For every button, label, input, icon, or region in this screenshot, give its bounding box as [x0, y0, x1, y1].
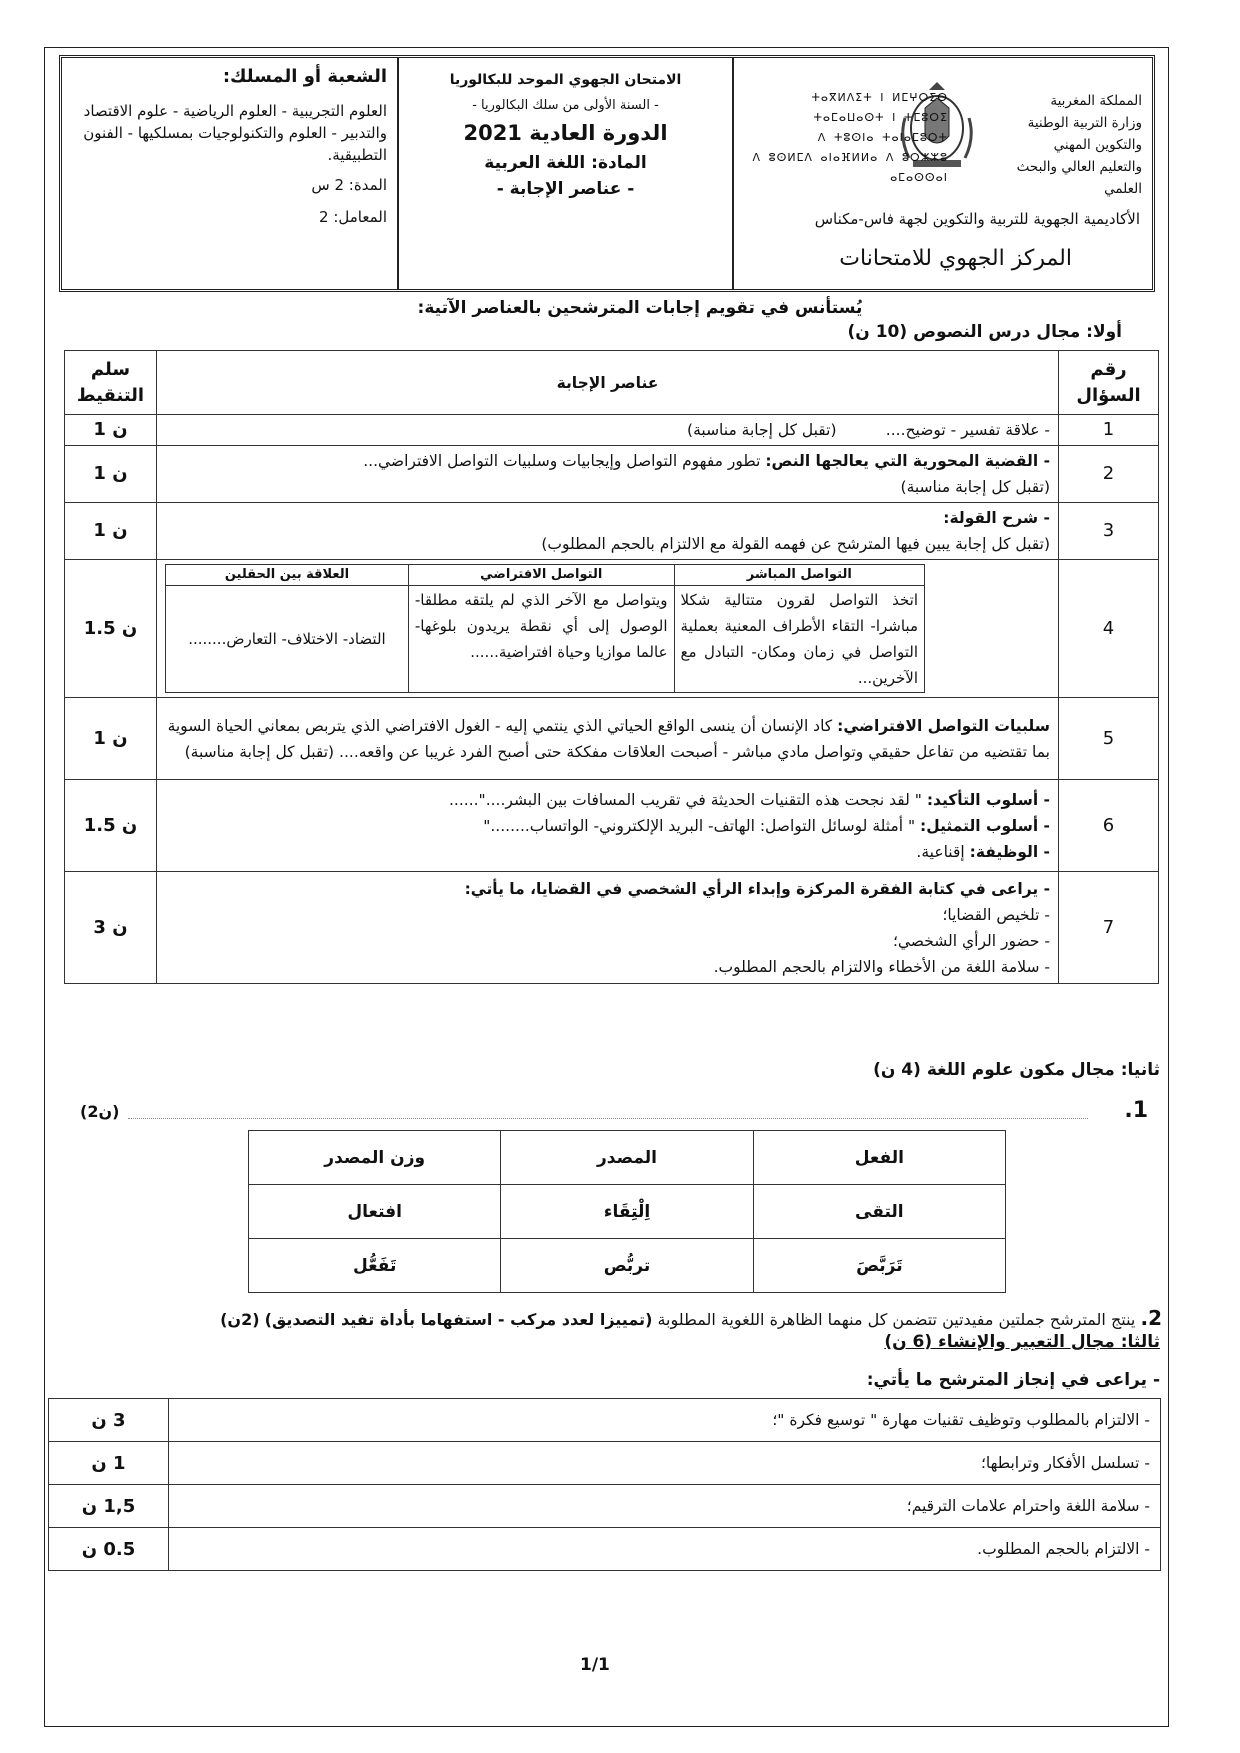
- year-level: - السنة الأولى من سلك البكالوريا -: [472, 98, 659, 113]
- session: الدورة العادية 2021: [463, 121, 668, 145]
- intro-text: يُستأنس في تقويم إجابات المترشحين بالعناصر الآتية:: [417, 298, 863, 318]
- s2-q2: 2. ينتج المترشح جملتين مفيدتين تتضمن كل منهما الظاهرة اللغوية المطلوبة (تمييزا لعدد مركب - استفهاما بأداة تفيد التصديق) (2ن): [220, 1306, 1162, 1330]
- s2-q1-number: 1.: [1124, 1098, 1148, 1123]
- answers-label: - عناصر الإجابة -: [496, 179, 635, 199]
- table-row: 5 سلبيات التواصل الافتراضي: كاد الإنسان أن ينسى الواقع الحياتي الذي ينتمي إليه - الغول الافتراضي الذي يتربص بمعاني الحياة السوية بما تقتضيه من تفاعل حقيقي وتواصل مادي مباشر - أصبحت العلاقات مفككة حتى أصبح الفرد غريبا عن واقعه.... (تقبل كل إجابة مناسبة) 1 ن: [65, 698, 1159, 780]
- table-header-row: الفعل المصدر وزن المصدر: [249, 1131, 1006, 1185]
- section1-title: أولا: مجال درس النصوص (10 ن): [847, 322, 1122, 342]
- section3-title: ثالثا: مجال التعبير والإنشاء (6 ن): [884, 1332, 1160, 1352]
- col-answer: عناصر الإجابة: [157, 351, 1059, 415]
- table-header-row: [65, 351, 1159, 415]
- track-cell: [62, 58, 397, 289]
- academy-name: الأكاديمية الجهوية للتربية والتكوين لجهة فاس-مكناس: [814, 210, 1140, 228]
- section2-title: ثانيا: مجال مكون علوم اللغة (4 ن): [873, 1060, 1160, 1080]
- table-row: تَرَبَّصَ تربُّص تَفَعُّل: [249, 1239, 1006, 1293]
- exam-title: الامتحان الجهوي الموحد للبكالوريا: [449, 72, 682, 88]
- section3-table: [48, 1398, 1161, 1571]
- duration: المدة: 2 س: [311, 176, 387, 194]
- s2-q1-score: (2ن): [80, 1102, 120, 1121]
- table-row: 2 - القضية المحورية التي يعالجها النص: تطور مفهوم التواصل وإيجابيات وسلبيات التواصل الافتراضي... (تقبل كل إجابة مناسبة) 1 ن: [65, 446, 1159, 503]
- ministry-name: المملكة المغربية وزارة التربية الوطنية والتكوين المهني والتعليم العالي والبحث العلمي: [1016, 93, 1142, 197]
- page-number: 1/1: [580, 1655, 610, 1675]
- subject: المادة: اللغة العربية: [484, 153, 647, 173]
- table-row: - تسلسل الأفكار وترابطها؛ 1 ن: [49, 1442, 1161, 1485]
- table-row: 4 التواصل المباشر التواصل الافتراضي العلاقة بين الحقلين اتخذ التواصل لقرون متتالية شكلا مباشرا- التقاء الأطراف المعنية بعملية التواصل في زمان ومكان- التبادل مع الآخرين... ويتواصل مع الآخر الذي لم يلتقه مطلقا- الوصول إلى أي نقطة يريدون بلوغها- عالما موازيا وحياة افتراضية...... التضاد- الاختلاف- التعارض........ 1.5 ن: [65, 560, 1159, 698]
- track-title: الشعبة أو المسلك:: [222, 66, 387, 87]
- table-row: - سلامة اللغة واحترام علامات الترقيم؛ 1,5 ن: [49, 1485, 1161, 1528]
- ministry-cell: [732, 58, 1152, 289]
- table-row: 6 - أسلوب التأكيد: " لقد نجحت هذه التقنيات الحديثة في تقريب المسافات بين البشر...."...... - أسلوب التمثيل: " أمثلة لوسائل التواصل: الهاتف- البريد الإلكتروني- الواتساب........" - الوظيفة: إقناعية. 1.5 ن: [65, 780, 1159, 872]
- track-text: العلوم التجريبية - العلوم الرياضية - علوم الاقتصاد والتدبير - العلوم والتكنولوجيات بمسلكيها - الفنون التطبيقية.: [83, 102, 387, 164]
- q4-comparison-table: التواصل المباشر التواصل الافتراضي العلاقة بين الحقلين اتخذ التواصل لقرون متتالية شكلا مباشرا- التقاء الأطراف المعنية بعملية التواصل في زمان ومكان- التبادل مع الآخرين... ويتواصل مع الآخر الذي لم يلتقه مطلقا- الوصول إلى أي نقطة يريدون بلوغها- عالما موازيا وحياة افتراضية...... التضاد- الاختلاف- التعارض........: [165, 564, 925, 693]
- table-row: التقى اِلْتِقَاء افتعال: [249, 1185, 1006, 1239]
- tifinagh-ministry-name: ⵜⴰⴳⵍⴷⵉⵜ ⵏ ⵍⵎⵖⵔⵉⴱ ⵜⴰⵎⴰⵡⴰⵙⵜ ⵏ ⵜⵎⵓⵔⵉ ⴷ ⵜⵓⵙⵏⴰ ⵜⴰⵏⴰⵎⵓⵔⵜ ⴷ ⵓⵙⵍⵎⴷ ⴰⵏⴰⴼⵍⵍⴰ ⴷ ⵓⵔⵣⵣⵓ ⴰⵎⴰⵙⵙⴰⵏ: [752, 91, 948, 184]
- table-row: - الالتزام بالمطلوب وتوظيف تقنيات مهارة " توسيع فكرة "؛ 3 ن: [49, 1399, 1161, 1442]
- col-score: سلم التنقيط: [65, 351, 157, 415]
- document-header: [59, 55, 1155, 292]
- table-row: - الالتزام بالحجم المطلوب. 0.5 ن: [49, 1528, 1161, 1571]
- table-row: 1 - علاقة تفسير - توضيح.... (تقبل كل إجابة مناسبة) 1 ن: [65, 415, 1159, 446]
- coefficient: المعامل: 2: [319, 208, 387, 226]
- table-row: 7 - يراعى في كتابة الفقرة المركزة وإبداء الرأي الشخصي في القضايا، ما يأتي: - تلخيص القضايا؛ - حضور الرأي الشخصي؛ - سلامة اللغة من الأخطاء والالتزام بالحجم المطلوب. 3 ن: [65, 872, 1159, 984]
- section3-intro: - يراعى في إنجاز المترشح ما يأتي:: [866, 1370, 1160, 1390]
- dotted-line: [128, 1118, 1088, 1119]
- verbs-table: [248, 1130, 1006, 1293]
- table-row: 3 - شرح القولة: (تقبل كل إجابة يبين فيها المترشح عن فهمه القولة مع الالتزام بالحجم المطلوب) 1 ن: [65, 503, 1159, 560]
- section1-table: [64, 350, 1159, 984]
- exam-center: المركز الجهوي للامتحانات: [839, 246, 1072, 271]
- col-question: رقم السؤال: [1059, 351, 1159, 415]
- exam-info-cell: [397, 58, 732, 289]
